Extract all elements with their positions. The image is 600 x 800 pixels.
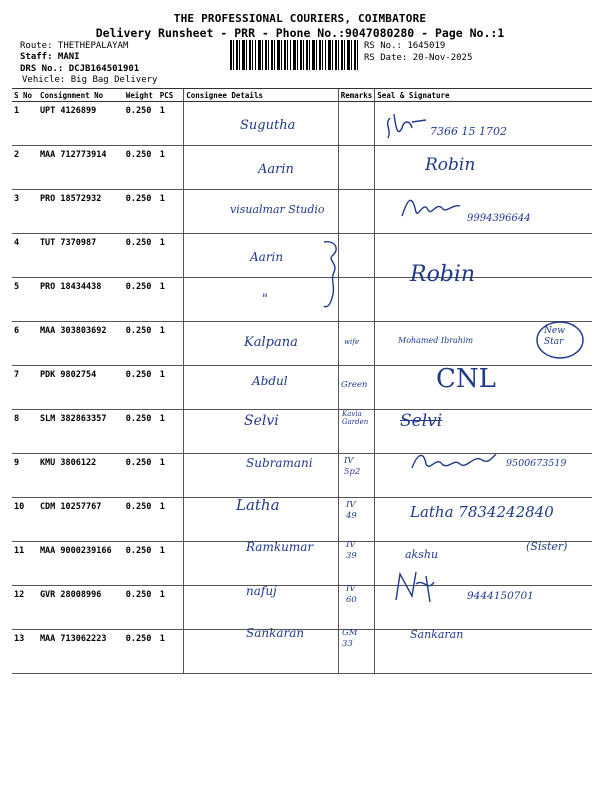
row-remarks-cell (338, 102, 375, 146)
row-consignment-no: CDM 10257767 (38, 498, 124, 542)
row-sno: 7 (12, 366, 38, 410)
column-header-remarks: Remarks (338, 89, 375, 102)
handwritten-phone: 7366 15 1702 (430, 125, 507, 138)
handwritten-signature: CNL (436, 364, 496, 394)
handwritten-note: (Sister) (526, 540, 568, 553)
handwritten-remark: GM 33 (342, 628, 358, 649)
row-consignment-no: MAA 712773914 (38, 146, 124, 190)
row-seal-cell (375, 630, 592, 674)
column-header-pcs: PCS (158, 89, 184, 102)
row-pcs: 1 (158, 322, 184, 366)
row-seal-cell (375, 278, 592, 322)
table-row (12, 322, 592, 366)
row-weight: 0.250 (124, 278, 158, 322)
signature-scribble (390, 566, 440, 606)
row-consignment-no: TUT 7370987 (38, 234, 124, 278)
row-weight: 0.250 (124, 586, 158, 630)
table-row (12, 146, 592, 190)
row-consignment-no: MAA 713062223 (38, 630, 124, 674)
barcode-image (230, 40, 358, 70)
handwritten-remark: IV 5p2 (344, 456, 361, 477)
table-row (12, 278, 592, 322)
row-weight: 0.250 (124, 410, 158, 454)
row-sno: 12 (12, 586, 38, 630)
row-consignment-no: KMU 3806122 (38, 454, 124, 498)
handwritten-signature: Mohamed Ibrahim (398, 336, 474, 345)
row-consignment-no: PDK 9802754 (38, 366, 124, 410)
row-sno: 11 (12, 542, 38, 586)
rs-date: RS Date: 20-Nov-2025 (364, 53, 473, 63)
handwritten-consignee: Latha (236, 496, 280, 514)
column-header-weight: Weight (124, 89, 158, 102)
row-sno: 13 (12, 630, 38, 674)
column-header-consignment: Consignment No (38, 89, 124, 102)
table-row (12, 410, 592, 454)
row-pcs: 1 (158, 146, 184, 190)
row-pcs: 1 (158, 366, 184, 410)
handwritten-signature: akshu (405, 548, 439, 561)
table-body (12, 102, 592, 674)
row-pcs: 1 (158, 454, 184, 498)
row-pcs: 1 (158, 278, 184, 322)
row-weight: 0.250 (124, 146, 158, 190)
staff-label: Staff: MANI (20, 52, 80, 62)
row-consignment-no: SLM 382863357 (38, 410, 124, 454)
handwritten-remark: IV 49 (346, 500, 357, 521)
runsheet-table (12, 88, 592, 674)
row-sno: 4 (12, 234, 38, 278)
row-consignment-no: MAA 303803692 (38, 322, 124, 366)
handwritten-consignee: " (262, 292, 268, 307)
handwritten-consignee: Selvi (244, 413, 279, 429)
bracket-mark (316, 236, 346, 312)
vehicle-label: Vehicle: Big Bag Delivery (22, 75, 158, 85)
signature-scribble (398, 190, 470, 224)
handwritten-consignee: Kalpana (244, 335, 298, 350)
row-weight: 0.250 (124, 542, 158, 586)
row-weight: 0.250 (124, 498, 158, 542)
row-sno: 8 (12, 410, 38, 454)
company-title: THE PROFESSIONAL COURIERS, COIMBATORE (173, 12, 427, 25)
row-weight: 0.250 (124, 366, 158, 410)
row-pcs: 1 (158, 234, 184, 278)
row-consignment-no: PRO 18434438 (38, 278, 124, 322)
handwritten-signature: Sankaran (410, 628, 464, 641)
handwritten-consignee: Sugutha (240, 118, 296, 133)
drs-label: DRS No.: DCJB164501901 (20, 64, 140, 74)
handwritten-signature: Selvi (400, 411, 443, 431)
handwritten-phone: 9500673519 (506, 458, 567, 469)
row-weight: 0.250 (124, 234, 158, 278)
handwritten-consignee: Subramani (246, 456, 313, 470)
handwritten-phone: 9994396644 (467, 213, 531, 224)
handwritten-remark: wife (344, 338, 359, 346)
row-sno: 1 (12, 102, 38, 146)
handwritten-remark: IV 60 (346, 584, 357, 605)
row-pcs: 1 (158, 586, 184, 630)
row-weight: 0.250 (124, 322, 158, 366)
row-seal-cell (375, 234, 592, 278)
row-consignment-no: UPT 4126899 (38, 102, 124, 146)
handwritten-remark: Green (341, 380, 368, 390)
column-header-seal: Seal & Signature (375, 89, 592, 102)
handwritten-signature: Latha 7834242840 (410, 503, 554, 521)
handwritten-consignee: visualmar Studio (230, 203, 325, 216)
handwritten-signature: Robin (425, 155, 476, 175)
handwritten-remark: Kavla Garden (342, 410, 369, 426)
handwritten-remark: IV 39 (346, 540, 357, 561)
rs-number: RS No.: 1645019 (364, 41, 446, 51)
row-weight: 0.250 (124, 102, 158, 146)
row-pcs: 1 (158, 498, 184, 542)
signature-scribble (382, 110, 432, 144)
row-weight: 0.250 (124, 190, 158, 234)
handwritten-consignee: Abdul (252, 374, 288, 388)
row-weight: 0.250 (124, 630, 158, 674)
column-header-sno: S No (12, 89, 38, 102)
row-pcs: 1 (158, 630, 184, 674)
row-sno: 3 (12, 190, 38, 234)
handwritten-phone: 9444150701 (467, 590, 534, 602)
row-pcs: 1 (158, 410, 184, 454)
row-pcs: 1 (158, 542, 184, 586)
table-row (12, 102, 592, 146)
row-consignment-no: MAA 9000239166 (38, 542, 124, 586)
handwritten-consignee: Aarin (258, 162, 294, 177)
row-sno: 6 (12, 322, 38, 366)
column-header-consignee: Consignee Details (184, 89, 338, 102)
row-consignment-no: PRO 18572932 (38, 190, 124, 234)
table-row (12, 234, 592, 278)
row-sno: 5 (12, 278, 38, 322)
row-remarks-cell (338, 146, 375, 190)
row-seal-cell (375, 146, 592, 190)
row-pcs: 1 (158, 190, 184, 234)
row-sno: 9 (12, 454, 38, 498)
route-label: Route: THETHEPALAYAM (20, 41, 129, 51)
handwritten-note: New Star (544, 326, 565, 347)
table-header-row (12, 89, 592, 102)
handwritten-signature: Robin (410, 262, 476, 287)
signature-scribble (408, 448, 498, 474)
row-sno: 2 (12, 146, 38, 190)
row-pcs: 1 (158, 102, 184, 146)
row-consignment-no: GVR 28008996 (38, 586, 124, 630)
handwritten-consignee: Aarin (250, 250, 284, 264)
handwritten-consignee: nafuj (246, 584, 277, 598)
handwritten-consignee: Sankaran (246, 626, 305, 640)
row-weight: 0.250 (124, 454, 158, 498)
row-sno: 10 (12, 498, 38, 542)
row-remarks-cell (338, 190, 375, 234)
handwritten-consignee: Ramkumar (246, 540, 314, 554)
table-row (12, 366, 592, 410)
runsheet-title: Delivery Runsheet - PRR - Phone No.:9047080280 - Page No.:1 (95, 26, 505, 40)
